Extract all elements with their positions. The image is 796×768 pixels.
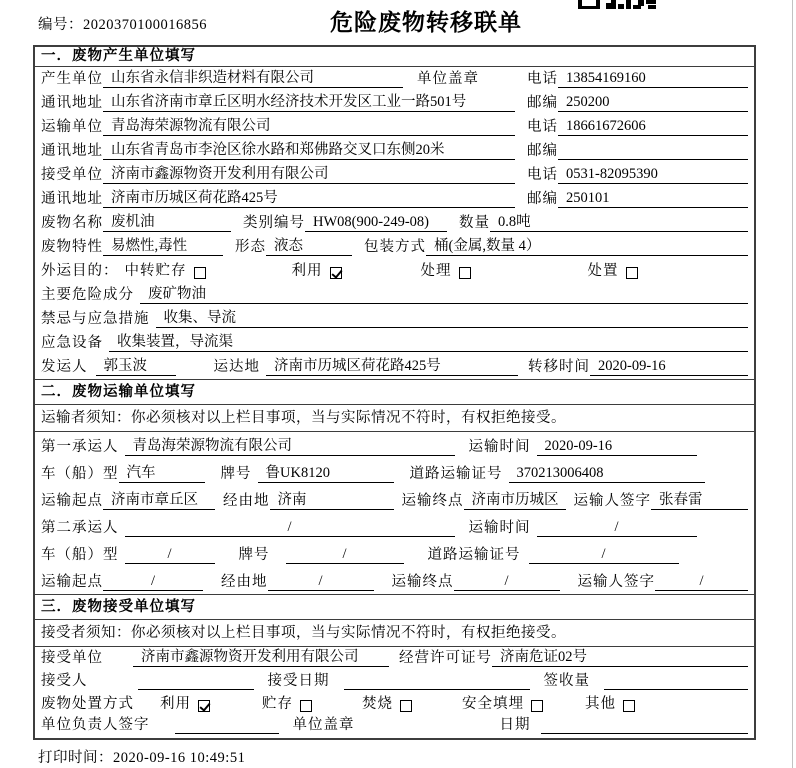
addr3-value: 济南市历城区荷花路425号 <box>103 186 515 208</box>
via2-label: 经由地 <box>221 574 268 590</box>
responsible-sign-value <box>175 717 279 734</box>
license1-value: 370213006408 <box>509 465 705 483</box>
checkbox-unchecked-icon <box>531 700 543 712</box>
form-label: 形态 <box>235 239 266 255</box>
receipt-amount-label: 签收量 <box>543 673 590 689</box>
row-vehicle-2 <box>35 540 754 567</box>
disposal-option-label: 其他 <box>585 696 616 712</box>
section-2-title: 二．废物运输单位填写 <box>35 379 754 405</box>
taboo-value: 收集、导流 <box>156 306 749 328</box>
waste-name-label: 废物名称 <box>41 215 103 231</box>
accept-unit-label: 接受单位 <box>41 650 103 666</box>
receiver-value: 济南市鑫源物资开发利用有限公司 <box>103 162 515 184</box>
destination-label: 运达地 <box>213 359 260 375</box>
accept-person-value <box>138 673 254 690</box>
end1-label: 运输终点 <box>401 493 464 509</box>
disposal-option-storage <box>262 692 312 713</box>
disposal-label: 废物处置方式 <box>41 696 134 712</box>
phone2-label: 电话 <box>527 119 558 135</box>
print-time <box>38 746 245 767</box>
row-carrier-1 <box>35 432 754 459</box>
shipper-label: 发运人 <box>41 359 88 375</box>
row-vehicle-1 <box>35 459 754 486</box>
plate2-label: 牌号 <box>238 547 270 563</box>
disposal-option-landfill <box>462 692 543 713</box>
sign2-value: / <box>655 573 748 591</box>
disposal-option-label: 利用 <box>160 696 191 712</box>
hazard-label: 主要危险成分 <box>41 287 134 303</box>
carrier2-label: 第二承运人 <box>41 520 119 536</box>
addr2-value: 山东省青岛市李沧区徐水路和郑佛路交叉口东侧20米 <box>103 138 515 160</box>
time1-value: 2020-09-16 <box>537 438 697 456</box>
purpose-option-treat <box>421 259 471 280</box>
seal-label: 单位盖章 <box>417 71 479 87</box>
disposal-option-label: 安全填埋 <box>462 696 524 712</box>
disposal-option-other <box>585 692 635 713</box>
phone1-label: 电话 <box>527 71 558 87</box>
addr2-label: 通讯地址 <box>41 143 103 159</box>
category-label: 类别编号 <box>243 215 305 231</box>
transfer-time-value: 2020-09-16 <box>590 358 748 376</box>
doc-number-value: 2020370100016856 <box>83 17 207 33</box>
packing-label: 包装方式 <box>364 239 426 255</box>
checkbox-checked-icon <box>198 700 210 712</box>
purpose-option-utilize <box>292 259 342 280</box>
accept-date-label: 接受日期 <box>267 673 330 689</box>
end2-value: / <box>454 573 560 591</box>
time2-value: / <box>537 519 697 537</box>
time2-label: 运输时间 <box>468 520 531 536</box>
quantity-value: 0.8吨 <box>490 210 748 232</box>
checkbox-unchecked-icon <box>623 700 635 712</box>
license2-label: 道路运输证号 <box>427 547 521 563</box>
checkbox-unchecked-icon <box>626 267 638 279</box>
doc-number <box>38 13 207 34</box>
origin1-value: 济南市章丘区 <box>103 488 215 510</box>
row-producer-address <box>35 91 754 115</box>
doc-number-label: 编号： <box>38 17 83 33</box>
phone3-label: 电话 <box>527 167 558 183</box>
plate1-label: 牌号 <box>220 466 252 482</box>
via1-label: 经由地 <box>223 493 270 509</box>
qr-code-icon <box>578 0 656 10</box>
carrier1-label: 第一承运人 <box>41 439 119 455</box>
disposal-option-incinerate <box>362 692 412 713</box>
addr1-value: 山东省济南市章丘区明水经济技术开发区工业一路501号 <box>103 90 515 112</box>
purpose-label: 外运目的： <box>41 263 119 279</box>
carrier1-value: 青岛海荣源物流有限公司 <box>125 434 455 456</box>
addr1-label: 通讯地址 <box>41 95 103 111</box>
section-1-title: 一．废物产生单位填写 <box>35 47 754 67</box>
zip1-value: 250200 <box>558 94 748 112</box>
purpose-option-dispose <box>588 259 638 280</box>
form-value: 液态 <box>266 234 352 256</box>
origin1-label: 运输起点 <box>41 493 103 509</box>
date2-value <box>541 717 749 734</box>
zip1-label: 邮编 <box>527 95 558 111</box>
taboo-label: 禁忌与应急措施 <box>41 311 150 327</box>
zip3-value: 250101 <box>558 190 748 208</box>
accept-date-value <box>344 673 530 690</box>
checkbox-unchecked-icon <box>300 700 312 712</box>
quantity-label: 数量 <box>459 215 490 231</box>
row-receiver <box>35 163 754 187</box>
row-taboo-measures <box>35 307 754 331</box>
character-value: 易燃性,毒性 <box>103 234 223 256</box>
purpose-option-label: 利用 <box>291 263 323 279</box>
phone3-value: 0531-82095390 <box>558 166 748 184</box>
category-value: HW08(900-249-08) <box>305 214 447 232</box>
producer-value: 山东省永信非织造材料有限公司 <box>103 66 403 88</box>
purpose-option-label: 处理 <box>420 263 452 279</box>
row-carrier-2 <box>35 513 754 540</box>
permit-value: 济南危证02号 <box>492 645 748 667</box>
plate2-value: / <box>286 546 404 564</box>
vehicle1-value: 汽车 <box>119 461 205 483</box>
row-purpose <box>35 259 754 283</box>
disposal-option-utilize <box>160 692 210 713</box>
responsible-sign-label: 单位负责人签字 <box>41 717 150 733</box>
end2-label: 运输终点 <box>391 574 454 590</box>
sign1-label: 运输人签字 <box>573 493 651 509</box>
license1-label: 道路运输证号 <box>409 466 503 482</box>
form-title: 危险废物转移联单 <box>330 10 522 36</box>
addr3-label: 通讯地址 <box>41 191 103 207</box>
end1-value: 济南市历城区 <box>464 488 566 510</box>
equipment-label: 应急设备 <box>41 335 103 351</box>
waste-name-value: 废机油 <box>103 210 231 232</box>
accept-unit-value: 济南市鑫源物资开发利用有限公司 <box>133 645 389 667</box>
checkbox-unchecked-icon <box>194 267 206 279</box>
transporter-label: 运输单位 <box>41 119 103 135</box>
transporter-value: 青岛海荣源物流有限公司 <box>103 114 515 136</box>
section-2-notice: 运输者须知：你必须核对以上栏目事项，当与实际情况不符时，有权拒绝接受。 <box>35 405 754 432</box>
phone2-value: 18661672606 <box>558 118 748 136</box>
via2-value: / <box>268 573 374 591</box>
vehicle1-label: 车（船）型 <box>41 466 119 482</box>
sign2-label: 运输人签字 <box>577 574 655 590</box>
hazard-value: 废矿物油 <box>140 282 748 304</box>
phone1-value: 13854169160 <box>558 70 748 88</box>
section-3-notice: 接受者须知：你必须核对以上栏目事项，当与实际情况不符时，有权拒绝接受。 <box>35 620 754 647</box>
origin2-label: 运输起点 <box>41 574 103 590</box>
accept-person-label: 接受人 <box>41 673 88 689</box>
row-receiver-address <box>35 187 754 211</box>
shipper-value: 郭玉波 <box>96 354 176 376</box>
producer-label: 产生单位 <box>41 71 103 87</box>
row-accept-person <box>35 670 754 693</box>
row-route-2 <box>35 567 754 594</box>
vehicle2-value: / <box>125 546 215 564</box>
checkbox-unchecked-icon <box>459 267 471 279</box>
row-emergency-equipment <box>35 331 754 355</box>
date2-label: 日期 <box>499 717 531 733</box>
carrier2-value: / <box>125 519 455 537</box>
disposal-option-label: 焚烧 <box>362 696 393 712</box>
checkbox-checked-icon <box>330 267 342 279</box>
disposal-option-label: 贮存 <box>262 696 293 712</box>
license2-value: / <box>529 546 679 564</box>
print-time-label: 打印时间： <box>38 750 113 766</box>
vehicle2-label: 车（船）型 <box>41 547 119 563</box>
row-waste-character <box>35 235 754 259</box>
print-time-value: 2020-09-16 10:49:51 <box>113 750 246 766</box>
time1-label: 运输时间 <box>468 439 531 455</box>
row-accept-unit <box>35 647 754 670</box>
sign1-value: 张春雷 <box>651 488 748 510</box>
unit-seal-label: 单位盖章 <box>292 717 355 733</box>
permit-label: 经营许可证号 <box>399 650 492 666</box>
packing-value: 桶(金属,数量 4） <box>426 234 748 256</box>
purpose-option-label: 中转贮存 <box>124 263 187 279</box>
origin2-value: / <box>103 573 203 591</box>
row-producer <box>35 67 754 91</box>
checkbox-unchecked-icon <box>400 700 412 712</box>
row-route-1 <box>35 486 754 513</box>
row-responsible-sign <box>35 716 754 737</box>
zip2-value <box>558 143 748 160</box>
transfer-time-label: 转移时间 <box>528 359 590 375</box>
row-transporter <box>35 115 754 139</box>
zip2-label: 邮编 <box>527 143 558 159</box>
via1-value: 济南 <box>270 488 394 510</box>
character-label: 废物特性 <box>41 239 103 255</box>
form-table <box>33 45 756 740</box>
row-transporter-address <box>35 139 754 163</box>
receiver-label: 接受单位 <box>41 167 103 183</box>
zip3-label: 邮编 <box>527 191 558 207</box>
section-3-title: 三．废物接受单位填写 <box>35 594 754 620</box>
row-waste-name <box>35 211 754 235</box>
receipt-amount-value <box>604 673 748 690</box>
scan-edge-line <box>792 0 793 768</box>
purpose-option-transfer-storage <box>125 259 206 280</box>
purpose-option-label: 处置 <box>587 263 619 279</box>
plate1-value: 鲁UK8120 <box>258 461 394 483</box>
equipment-value: 收集装置，导流渠 <box>109 330 748 352</box>
destination-value: 济南市历城区荷花路425号 <box>266 354 518 376</box>
row-hazard-component <box>35 283 754 307</box>
row-shipper <box>35 355 754 379</box>
